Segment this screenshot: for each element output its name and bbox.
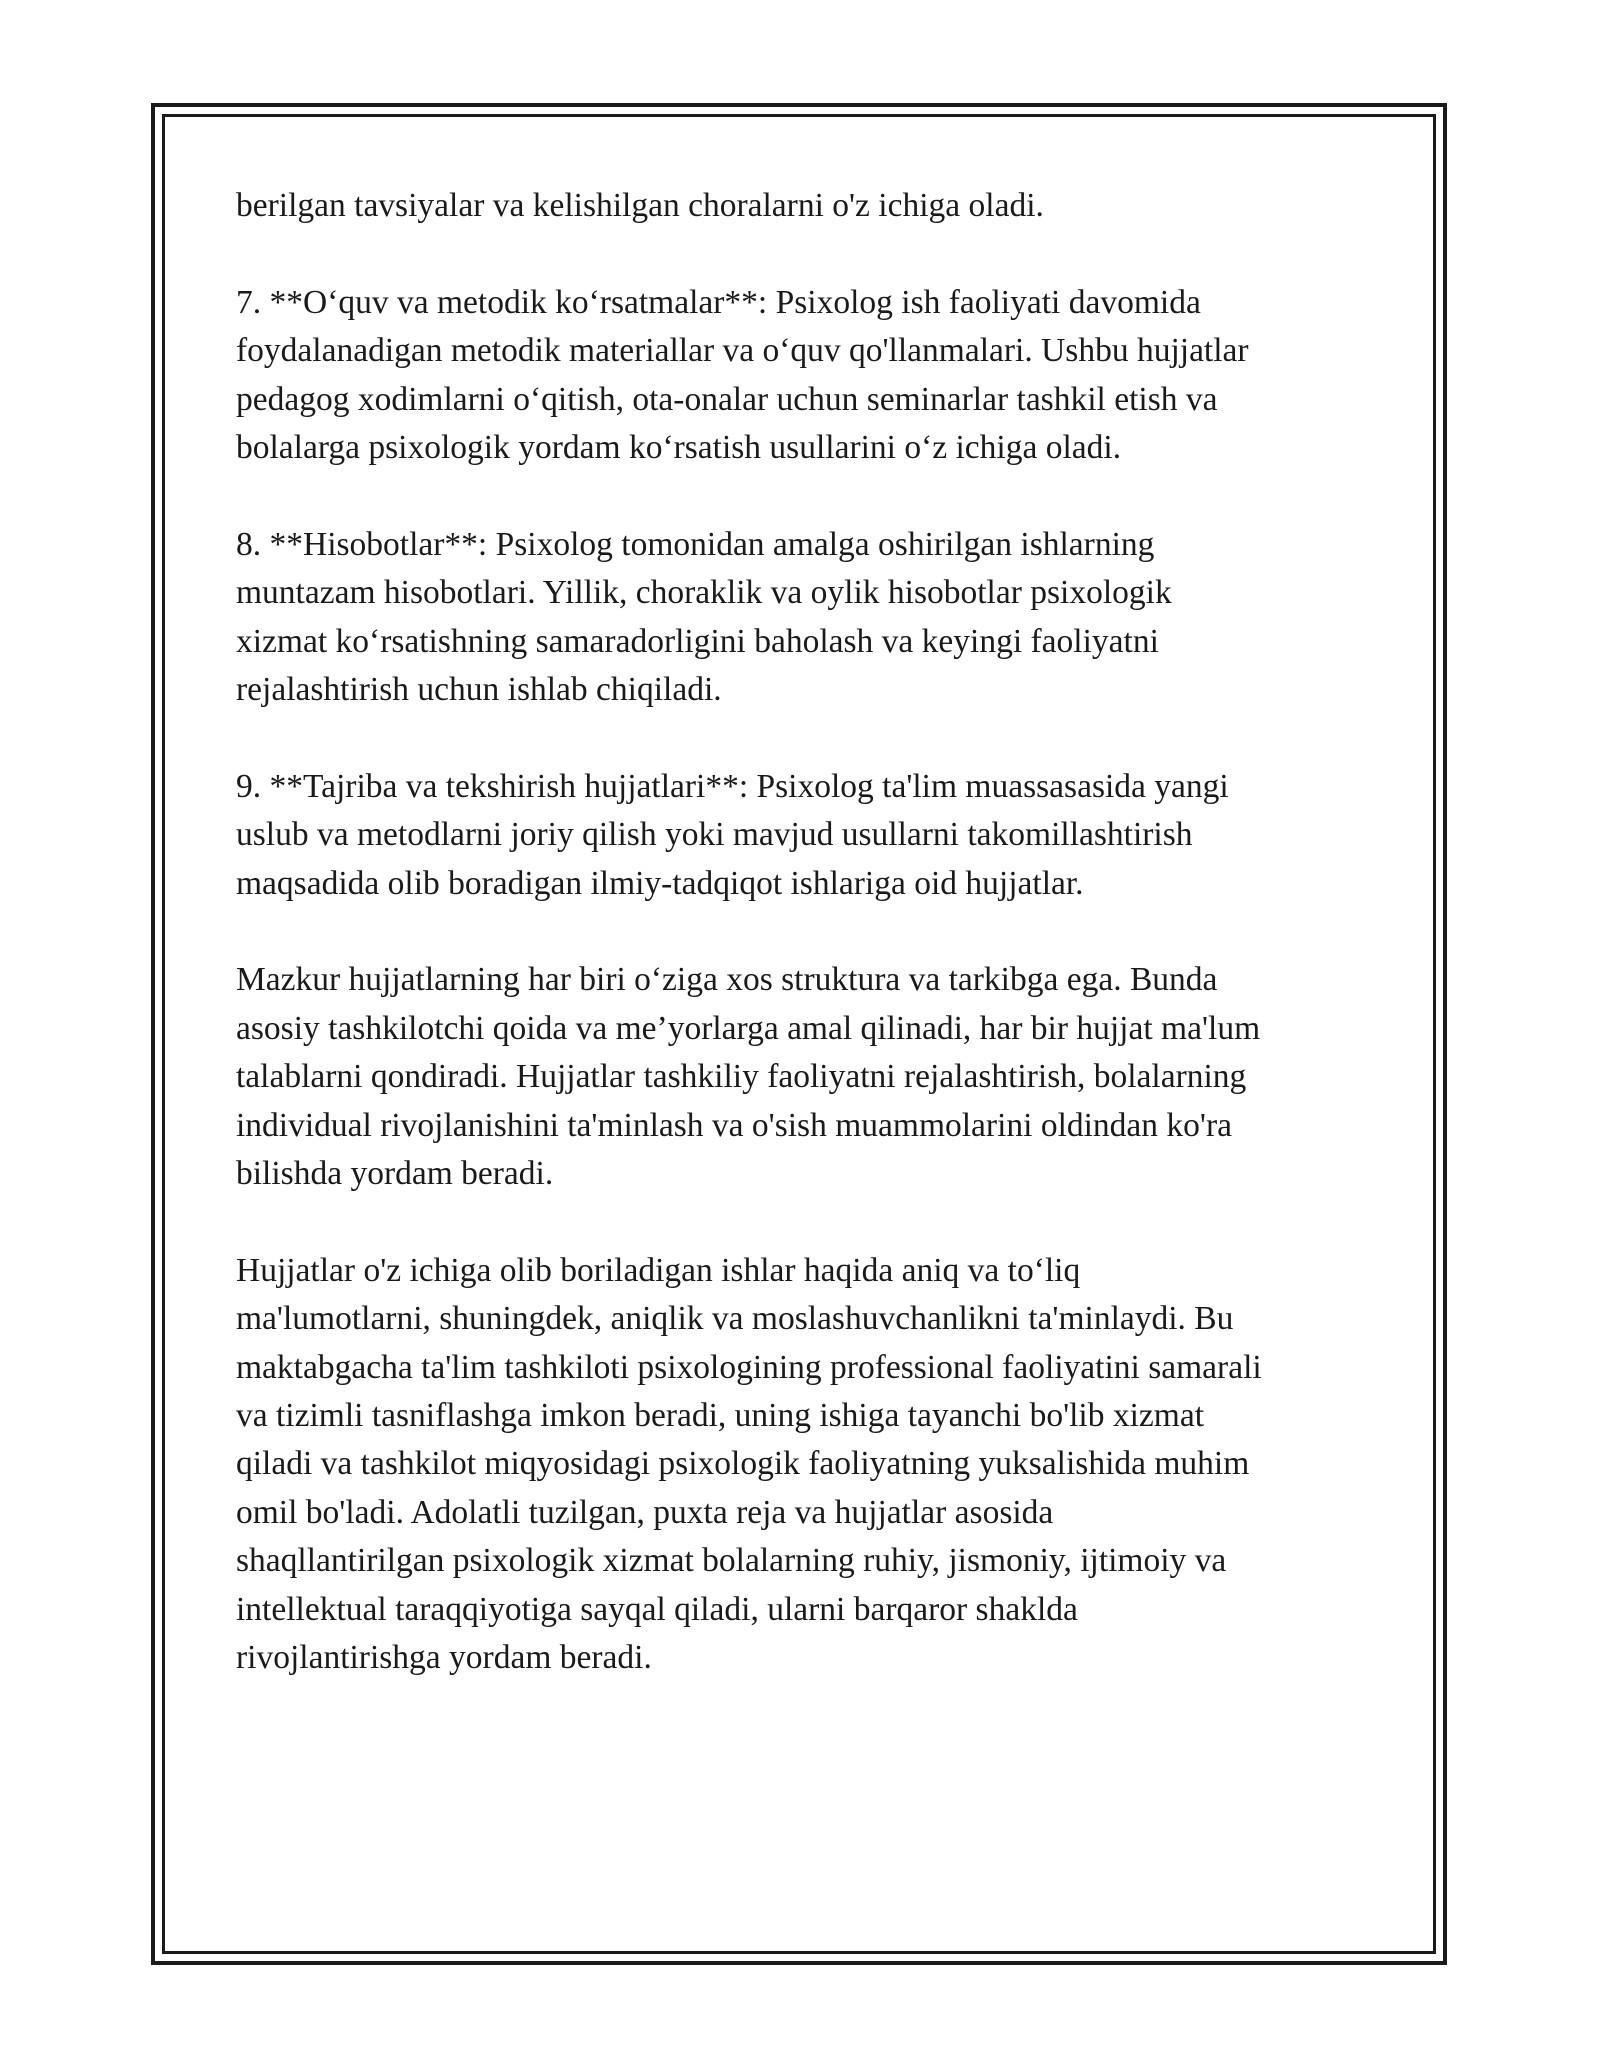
document-body <box>236 182 1366 1683</box>
paragraph-summary: Mazkur hujjatlarning har biri o‘ziga xos struktura va tarkibga ega. Bunda asosiy tashkilotchi qoida va me’yorlarga amal qilinadi, har bir hujjat ma'lum talablarni qondiradi. Hujjatlar tashkiliy faoliyatni rejalashtirish, bolalarning individual rivojlanishini ta'minlash va o'sish muammolarini oldindan ko'ra bilishda yordam beradi. <box>236 961 1261 1193</box>
paragraph-conclusion: Hujjatlar o'z ichiga olib boriladigan ishlar haqida aniq va to‘liq ma'lumotlarni, shuningdek, aniqlik va moslashuvchanlikni ta'minlaydi. Bu maktabgacha ta'lim tashkiloti psixologining professional faoliyatini samarali va tizimli tasniflashga imkon beradi, uning ishiga tayanchi bo'lib xizmat qiladi va tashkilot miqyosidagi psixologik faoliyatning yuksalishida muhim omil bo'ladi. Adolatli tuzilgan, puxta reja va hujjatlar asosida shaqllantirilgan psixologik xizmat bolalarning ruhiy, jismoniy, ijtimoiy va intellektual taraqqiyotiga sayqal qiladi, ularni barqaror shaklda rivojlantirishga yordam beradi. <box>236 1251 1262 1677</box>
paragraph-item-8: 8. **Hisobotlar**: Psixolog tomonidan amalga oshirilgan ishlarning muntazam hisobotlari. Yillik, choraklik va oylik hisobotlar psixologik xizmat ko‘rsatishning samaradorligini baholash va keyingi faoliyatni rejalashtirish uchun ishlab chiqiladi. <box>236 525 1172 709</box>
paragraph-item-7: 7. **O‘quv va metodik ko‘rsatmalar**: Psixolog ish faoliyati davomida foydalanadigan metodik materiallar va o‘quv qo'llanmalari. Ushbu hujjatlar pedagog xodimlarni o‘qitish, ota-onalar uchun seminarlar tashkil etish va bolalarga psixologik yordam ko‘rsatish usullarini o‘z ichiga oladi. <box>236 283 1249 467</box>
paragraph-item-9: 9. **Tajriba va tekshirish hujjatlari**: Psixolog ta'lim muassasasida yangi uslub va metodlarni joriy qilish yoki mavjud usullarni takomillashtirish maqsadida olib boradigan ilmiy-tadqiqot ishlariga oid hujjatlar. <box>236 767 1229 902</box>
paragraph-continuation: berilgan tavsiyalar va kelishilgan choralarni o'z ichiga oladi. <box>236 187 1044 224</box>
